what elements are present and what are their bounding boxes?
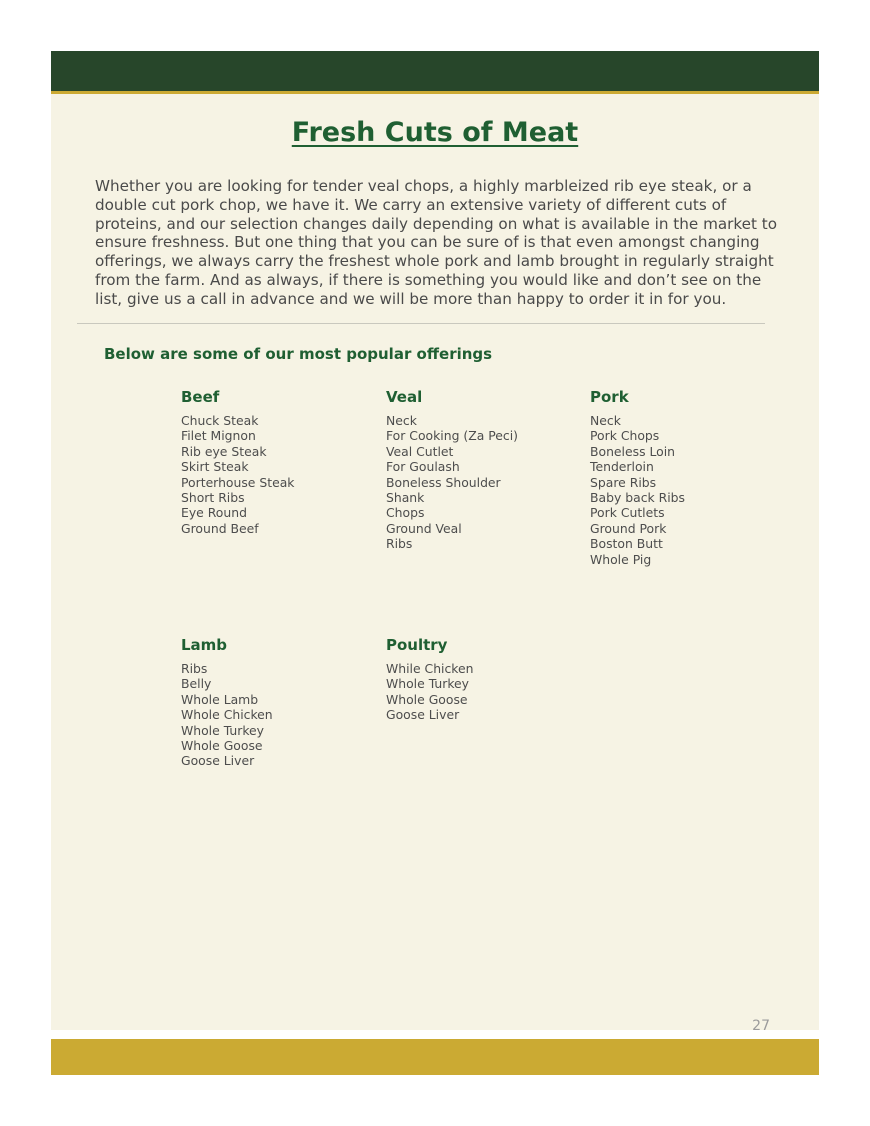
list-item: Whole Pig [590,551,652,567]
footer-bar [51,1039,819,1075]
list-item: Whole Chicken [181,707,273,723]
list-item: Short Ribs [181,490,245,506]
list-item: Goose Liver [386,707,460,723]
page-number: 27 [752,1018,770,1034]
list-item: For Cooking (Za Peci) [386,428,518,444]
list-item: Whole Turkey [181,722,265,738]
list-item: Belly [181,676,212,692]
list-item: Tenderloin [590,459,654,475]
list-item: Pork Chops [590,428,660,444]
list-item: Whole Lamb [181,691,259,707]
list-item: Ground Beef [181,520,259,536]
category-list [181,661,381,769]
list-item: Boneless Loin [590,443,676,459]
list-item: Chuck Steak [181,413,259,428]
list-item: Whole Goose [181,738,263,754]
section-divider [77,323,765,324]
list-item: Ground Veal [386,520,462,536]
list-item: Ribs [181,661,208,676]
category-heading: Pork [590,388,629,406]
list-item: Spare Ribs [590,474,657,490]
category-heading: Veal [386,388,423,406]
header-bar [51,51,819,91]
list-item: Veal Cutlet [386,443,454,459]
list-item: Neck [386,413,417,428]
category-list [590,413,790,567]
offerings-subheading: Below are some of our most popular offerings [104,345,493,363]
list-item: Whole Turkey [386,676,470,692]
list-item: Ribs [386,536,413,552]
list-item: Eye Round [181,505,247,521]
list-item: Boneless Shoulder [386,474,501,490]
category-heading: Lamb [181,636,228,654]
list-item: Filet Mignon [181,428,256,444]
category-lamb [181,635,381,769]
list-item: Whole Goose [386,691,468,707]
category-heading: Beef [181,388,220,406]
category-veal [386,387,586,552]
page-title [51,114,819,152]
intro-paragraph: Whether you are looking for tender veal chops, a highly marbleized rib eye steak, or a double cut pork chop, we have it. We carry an extensive variety of different cuts of proteins, and our selection changes daily depending on what is available in the market to ensure freshness. But one thing that you can be sure of is that even amongst changing offerings, we always carry the freshest whole pork and lamb brought in regularly straight from the farm. And as always, if there is something you would like and don’t see on the list, give us a call in advance and we will be more than happy to order it in for you. [95,177,778,308]
list-item: Rib eye Steak [181,443,267,459]
category-list [181,413,381,536]
category-beef [181,387,381,536]
list-item: Ground Pork [590,520,667,536]
list-item: Boston Butt [590,536,663,552]
list-item: Baby back Ribs [590,490,685,506]
list-item: Pork Cutlets [590,505,665,521]
category-poultry [386,635,586,723]
list-item: For Goulash [386,459,460,475]
category-heading: Poultry [386,636,448,654]
list-item: Porterhouse Steak [181,474,295,490]
list-item: Neck [590,413,621,428]
list-item: While Chicken [386,661,474,676]
list-item: Chops [386,505,425,521]
list-item: Shank [386,490,425,506]
category-list [386,661,586,723]
category-list [386,413,586,552]
category-pork [590,387,790,567]
list-item: Goose Liver [181,753,255,769]
page-title-text: Fresh Cuts of Meat [291,117,579,148]
list-item: Skirt Steak [181,459,249,475]
